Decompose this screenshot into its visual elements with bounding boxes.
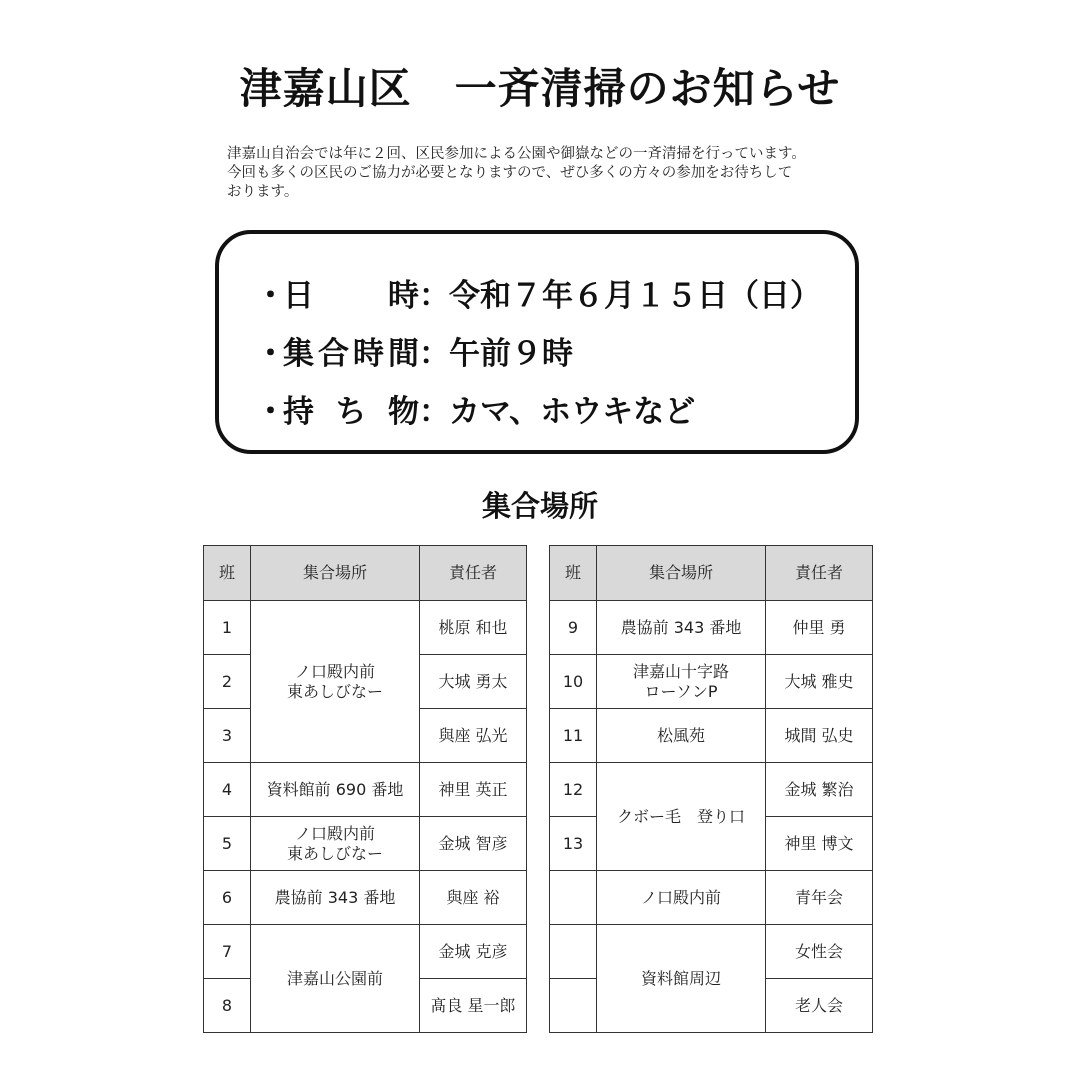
table-row <box>550 871 873 925</box>
leader-cell: 仲里 勇 <box>766 601 873 655</box>
leader-cell: 大城 雅史 <box>766 655 873 709</box>
group-cell: 5 <box>204 817 251 871</box>
place-cell: 資料館前 690 番地 <box>251 763 420 817</box>
event-info-box <box>215 230 859 454</box>
place-line: ノ口殿内前 <box>294 823 375 843</box>
group-cell: 2 <box>204 655 251 709</box>
leader-cell: 與座 弘光 <box>420 709 527 763</box>
assembly-table-right <box>549 545 873 1033</box>
group-cell: 1 <box>204 601 251 655</box>
table-row <box>204 763 527 817</box>
meeting-time-value: 午前９時 <box>449 336 573 372</box>
meeting-time-row <box>255 328 573 373</box>
header-place: 集合場所 <box>597 546 766 601</box>
leader-cell: 神里 英正 <box>420 763 527 817</box>
table-row <box>550 925 873 979</box>
assembly-table-left <box>203 545 527 1033</box>
table-header-row <box>204 546 527 601</box>
table-row <box>204 925 527 979</box>
table-row <box>204 871 527 925</box>
header-leader: 責任者 <box>766 546 873 601</box>
place-cell: ノ口殿内前 <box>597 871 766 925</box>
place-cell <box>597 655 766 709</box>
group-cell: 11 <box>550 709 597 763</box>
group-cell <box>550 979 597 1033</box>
bullet: ・ <box>255 278 286 314</box>
header-leader: 責任者 <box>420 546 527 601</box>
place-cell <box>251 601 420 763</box>
intro-line: 今回も多くの区民のご協力が必要となりますので、ぜひ多くの方々の参加をお待ちして <box>227 165 793 181</box>
place-cell: クボー毛 登り口 <box>597 763 766 871</box>
place-cell: 松風苑 <box>597 709 766 763</box>
place-cell: 農協前 343 番地 <box>251 871 420 925</box>
group-cell: 9 <box>550 601 597 655</box>
leader-cell: 金城 智彦 <box>420 817 527 871</box>
place-cell: 資料館周辺 <box>597 925 766 1033</box>
leader-cell: 桃原 和也 <box>420 601 527 655</box>
group-cell <box>550 871 597 925</box>
intro-text <box>227 145 867 202</box>
group-cell: 13 <box>550 817 597 871</box>
colon: ： <box>419 336 450 372</box>
group-cell: 10 <box>550 655 597 709</box>
page-title: 津嘉山区 一斉清掃のお知らせ <box>239 64 841 113</box>
intro-line: おります。 <box>227 184 299 200</box>
bullet: ・ <box>255 394 286 430</box>
table-row <box>204 817 527 871</box>
place-line: 東あしびなー <box>286 681 383 701</box>
group-cell <box>550 925 597 979</box>
meeting-time-label: 集合時間 <box>283 336 419 372</box>
place-line: 津嘉山十字路 <box>632 661 729 681</box>
leader-cell: 老人会 <box>766 979 873 1033</box>
place-line: ローソンP <box>644 681 718 701</box>
belongings-value: カマ、ホウキなど <box>449 394 696 430</box>
bullet: ・ <box>255 336 286 372</box>
group-cell: 4 <box>204 763 251 817</box>
belongings-label: 持ち物 <box>283 394 419 430</box>
leader-cell: 金城 繁治 <box>766 763 873 817</box>
place-cell: 津嘉山公園前 <box>251 925 420 1033</box>
leader-cell: 髙良 星一郎 <box>420 979 527 1033</box>
leader-cell: 女性会 <box>766 925 873 979</box>
place-line: 東あしびなー <box>286 843 383 863</box>
leader-cell: 神里 博文 <box>766 817 873 871</box>
leader-cell: 金城 克彦 <box>420 925 527 979</box>
section-title: 集合場所 <box>481 489 598 523</box>
table-row <box>550 763 873 817</box>
table-row <box>550 601 873 655</box>
group-cell: 8 <box>204 979 251 1033</box>
leader-cell: 青年会 <box>766 871 873 925</box>
date-label: 日時 <box>283 278 419 314</box>
colon: ： <box>419 394 450 430</box>
date-value: 令和７年６月１５日（日） <box>449 278 821 314</box>
colon: ： <box>419 278 450 314</box>
belongings-row <box>255 386 695 431</box>
intro-line: 津嘉山自治会では年に２回、区民参加による公園や御嶽などの一斉清掃を行っています。 <box>227 146 806 162</box>
table-row <box>550 655 873 709</box>
place-line: ノ口殿内前 <box>294 661 375 681</box>
header-group: 班 <box>204 546 251 601</box>
group-cell: 7 <box>204 925 251 979</box>
place-cell: 農協前 343 番地 <box>597 601 766 655</box>
table-header-row <box>550 546 873 601</box>
place-cell <box>251 817 420 871</box>
leader-cell: 大城 勇太 <box>420 655 527 709</box>
header-place: 集合場所 <box>251 546 420 601</box>
leader-cell: 城間 弘史 <box>766 709 873 763</box>
group-cell: 12 <box>550 763 597 817</box>
date-row <box>255 270 821 315</box>
leader-cell: 與座 裕 <box>420 871 527 925</box>
group-cell: 6 <box>204 871 251 925</box>
header-group: 班 <box>550 546 597 601</box>
table-row <box>550 709 873 763</box>
table-row <box>204 601 527 655</box>
group-cell: 3 <box>204 709 251 763</box>
